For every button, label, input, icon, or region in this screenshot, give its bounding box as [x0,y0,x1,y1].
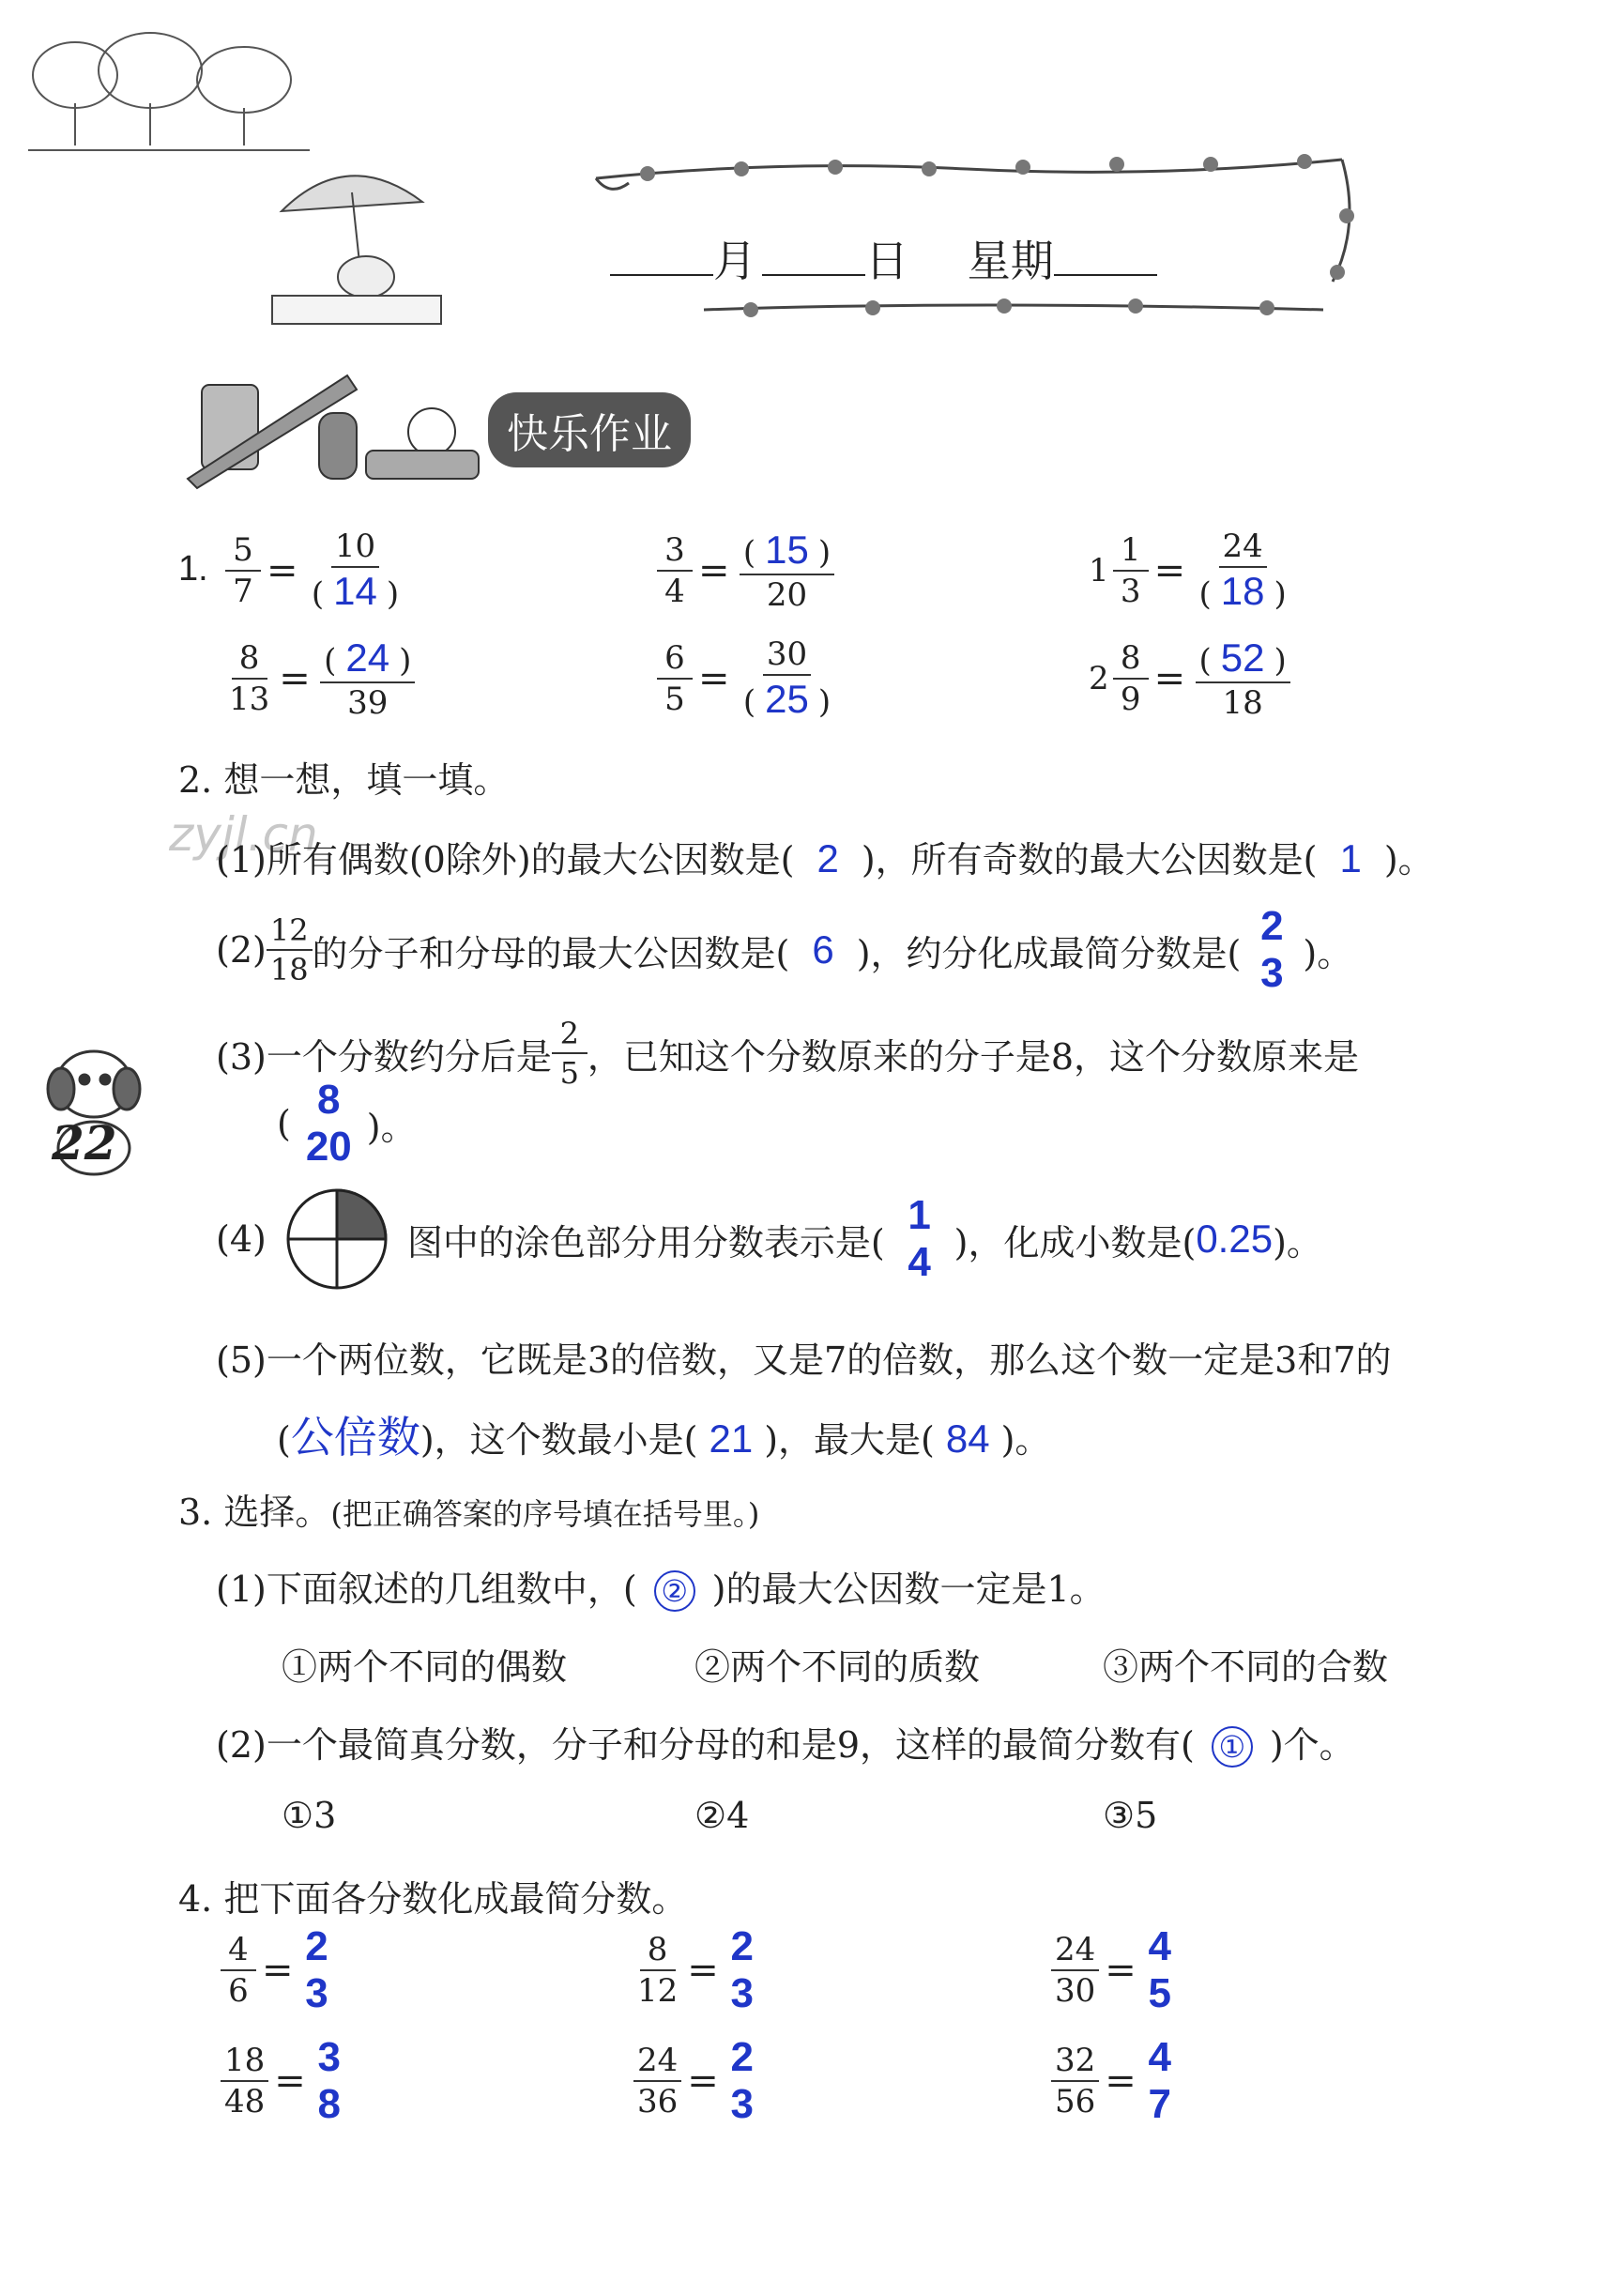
q4-item [1051,1923,1178,2016]
q1-item [657,528,839,614]
equals-sign: = [698,657,730,700]
q2-p5-answer-2: 21 [709,1416,754,1461]
q2-p4-answer-decimal: 0.25 [1196,1217,1274,1261]
q2-p3-answer-fraction: 8 20 [305,1077,352,1170]
q2-p5-answer-1: 公倍数 [290,1412,420,1462]
equals-sign: = [698,549,730,592]
watermark: zyjl.cn [169,807,318,862]
q1-left-fraction: $\frac{6}{5}$ [657,642,693,715]
q1-right-fraction: $\frac{24}{( 18 )}$ [1198,528,1287,613]
q4-fraction: $\frac{18}{48}$ [221,2044,268,2118]
q3-s2-option-2: ②4 [694,1795,750,1836]
q4-answer-fraction: 2 3 [730,2034,755,2127]
q1-right-fraction: $\frac{30}{( 25 )}$ [742,635,832,721]
q4-item [221,1923,335,2016]
equals-sign: = [279,657,311,700]
q1-answer: 15 [765,528,809,572]
q2-part3: (3)一个分数约分后是 $\frac{2}{5}$ ，已知这个分数原来的分子是8，这个分数原来是 [216,1016,1360,1091]
q3-s2-answer: ① [1212,1726,1253,1768]
q4-item [1051,2034,1178,2127]
quarter-shaded-circle [285,1187,389,1291]
q1-answer: 52 [1220,635,1265,680]
q1-item [225,530,407,611]
q1-item [1089,635,1294,722]
q4-fraction: $\frac{8}{12}$ [637,1931,679,2010]
q1-left-fraction: $\frac{5}{7}$ [225,534,261,607]
q2-p4-answer-fraction: 1 4 [908,1192,931,1285]
umbrella-bear-illustration [263,155,450,333]
q3-s1-option-1: ①两个不同的偶数 [282,1646,568,1688]
q4-answer-fraction: 2 3 [305,1923,328,2016]
q2-p1-answer-1: 2 [816,836,839,880]
q1-answer: 18 [1220,569,1265,613]
q2-part5-answers: (公倍数)，这个数最小是( 21 )，最大是( 84 )。 [277,1412,1051,1462]
q3-s2-option-1: ①3 [282,1795,337,1836]
q4-fraction: $\frac{24}{30}$ [1051,1934,1099,2007]
date-week-label: 星期 [967,237,1054,285]
q1-right-fraction: $\frac{( 24 )}{39}$ [316,638,420,719]
equals-sign: = [262,1949,294,1992]
q4-answer-fraction: 2 3 [730,1923,755,2016]
q2-part3-answer-line: ( 8 20 )。 [277,1077,417,1170]
q2-p5-answer-3: 84 [945,1416,990,1461]
q1-item [1089,530,1294,611]
q1-whole: 2 [1089,660,1109,697]
q1-right-fraction: $\frac{10}{( 14 )}$ [311,528,400,613]
q1-number: 1. [178,549,208,589]
q1-left-fraction: $\frac{1}{3}$ [1113,534,1149,607]
q1-answer: 24 [345,635,390,680]
q3-s1-option-3: ③两个不同的合数 [1103,1646,1389,1688]
date-month-label: 月 [713,237,756,285]
q4-item [633,2034,760,2127]
q1-left-fraction: $\frac{8}{13}$ [229,639,270,718]
q1-left-fraction: $\frac{8}{9}$ [1113,642,1149,715]
equals-sign: = [687,1949,719,1992]
q1-item [225,635,420,722]
q2-p2-fraction: $\frac{12}{18}$ [267,915,313,985]
q3-title: 3. 选择。(把正确答案的序号填在括号里。) [178,1492,760,1533]
q2-title: 2. 想一想，填一填。 [178,759,510,801]
badge-happy-homework: 快乐作业 [488,392,691,467]
q1-answer: 25 [765,677,809,721]
q1-item [657,635,839,721]
q2-part4: (4) 图中的涂色部分用分数表示是( 1 4 )，化成小数是( 0.25 )。 [216,1187,1322,1291]
q3-s1-option-2: ②两个不同的质数 [694,1646,981,1688]
q1-answer: 14 [333,569,377,613]
page-number: 22 [52,1115,117,1171]
q1-right-fraction: $\frac{( 15 )}{20}$ [736,530,839,611]
equals-sign: = [1153,549,1186,592]
equals-sign: = [267,549,298,592]
stationery-illustration [178,357,488,497]
equals-sign: = [274,2059,306,2103]
q4-answer-fraction: 4 5 [1148,1923,1172,2016]
q1-whole: 1 [1089,552,1109,589]
q4-answer-fraction: 4 7 [1148,2034,1172,2127]
equals-sign: = [1153,657,1186,700]
q2-part5: (5)一个两位数，它既是3的倍数，又是7的倍数，那么这个数一定是3和7的 [216,1339,1392,1381]
equals-sign: = [1105,1949,1137,1992]
q2-part1: (1)所有偶数(0除外)的最大公因数是( 2 )，所有奇数的最大公因数是( 1 )。 [216,836,1434,880]
q2-p1-answer-2: 1 [1339,836,1362,880]
q1-left-fraction: $\frac{3}{4}$ [657,534,693,607]
date-line [610,227,1157,289]
q4-item [221,2034,347,2127]
date-day-label: 日 [865,237,908,285]
q4-fraction: $\frac{24}{36}$ [633,2044,681,2118]
trees-illustration [19,19,319,160]
q4-fraction: $\frac{32}{56}$ [1051,2044,1099,2118]
q4-answer-fraction: 3 8 [317,2034,342,2127]
q2-p2-answer-fraction: 2 3 [1260,903,1284,996]
q3-sub2: (2)一个最简真分数，分子和分母的和是9，这样的最简分数有( ① )个。 [216,1724,1355,1766]
q3-s2-option-3: ③5 [1103,1795,1158,1836]
q2-part2: (2) $\frac{12}{18}$ 的分子和分母的最大公因数是( 6 )，约分化成最简分数是( 2 3 )。 [216,903,1353,996]
q3-s1-answer: ② [654,1570,695,1612]
equals-sign: = [687,2059,719,2103]
q1-right-fraction: $\frac{( 52 )}{18}$ [1191,638,1294,719]
q2-p3-fraction: $\frac{2}{5}$ [552,1018,587,1088]
q3-sub1: (1)下面叙述的几组数中，( ② )的最大公因数一定是1。 [216,1569,1106,1610]
q2-p2-answer-1: 6 [812,927,834,972]
equals-sign: = [1105,2059,1137,2103]
q4-title: 4. 把下面各分数化成最简分数。 [178,1878,688,1920]
q4-fraction: $\frac{4}{6}$ [221,1934,256,2007]
q4-item [633,1923,760,2016]
